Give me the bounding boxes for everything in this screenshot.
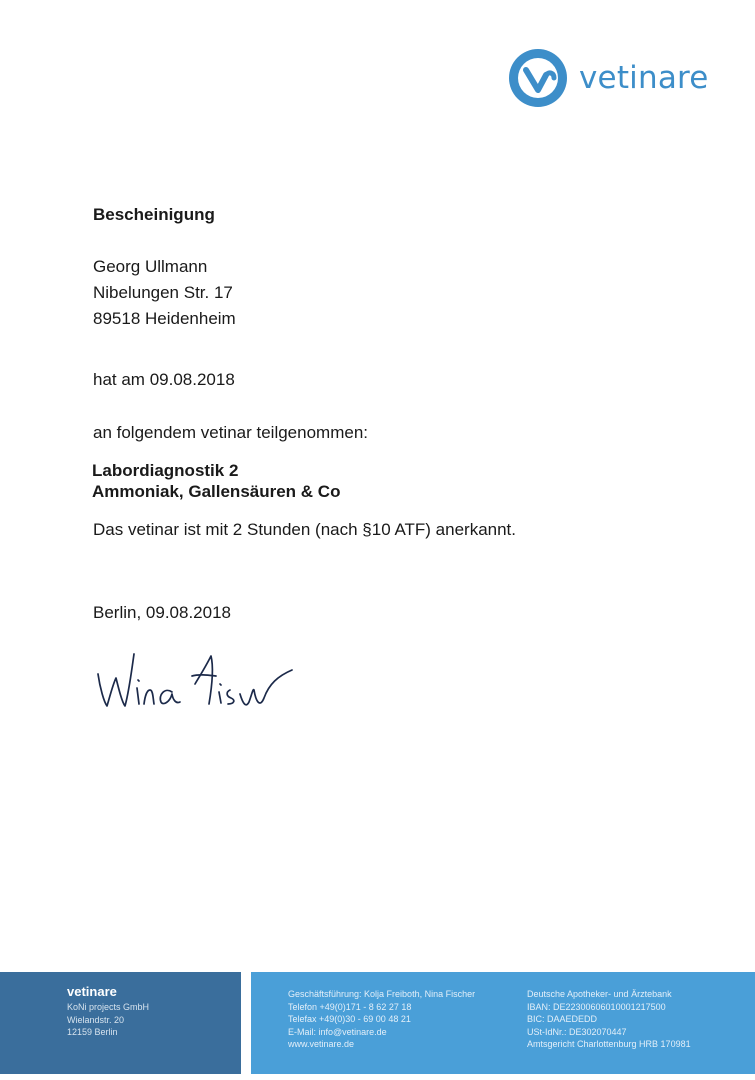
footer-management: Geschäftsführung: Kolja Freiboth, Nina Fischer xyxy=(288,989,476,999)
attended-date-line: hat am 09.08.2018 xyxy=(93,370,235,389)
footer-company-block xyxy=(0,972,241,1074)
recipient-city: 89518 Heidenheim xyxy=(93,309,236,328)
footer-bank-name: Deutsche Apotheker- und Ärztebank xyxy=(527,989,672,999)
footer-bank-column xyxy=(527,988,691,1051)
footer-phone: Telefon +49(0)171 - 8 62 27 18 xyxy=(288,1001,412,1012)
footer-fax: Telefax +49(0)30 - 69 00 48 21 xyxy=(288,1014,411,1024)
signature xyxy=(92,640,302,725)
footer-company-name: KoNi projects GmbH xyxy=(67,1002,150,1012)
footer-bic: BIC: DAAEDEDD xyxy=(527,1014,598,1024)
place-date-line: Berlin, 09.08.2018 xyxy=(93,603,231,622)
footer-company-street: Wielandstr. 20 xyxy=(67,1014,125,1025)
recognition-line: Das vetinar ist mit 2 Stunden (nach §10 ATF) anerkannt. xyxy=(93,520,517,539)
footer-contact-column xyxy=(288,988,475,1051)
intro-line: an folgendem vetinar teilgenommen: xyxy=(93,423,368,442)
footer-company-city: 12159 Berlin xyxy=(67,1027,118,1037)
course-title-line2: Ammoniak, Gallensäuren & Co xyxy=(92,482,341,501)
logo-wordmark: vetinare xyxy=(579,60,709,96)
vetinare-logo xyxy=(507,46,709,110)
course-title xyxy=(92,460,340,502)
footer-vat-id: USt-IdNr.: DE302070447 xyxy=(527,1026,627,1037)
document-title: Bescheinigung xyxy=(93,205,215,224)
footer-brand: vetinare xyxy=(67,984,117,999)
recipient-street: Nibelungen Str. 17 xyxy=(93,283,233,302)
course-title-line1: Labordiagnostik 2 xyxy=(92,461,239,480)
vetinare-logo-icon xyxy=(507,47,569,109)
signature-image xyxy=(92,640,302,720)
recipient-name: Georg Ullmann xyxy=(93,257,208,276)
footer-iban: IBAN: DE22300606010001217500 xyxy=(527,1001,666,1012)
footer-email: E-Mail: info@vetinare.de xyxy=(288,1026,387,1037)
footer-website: www.vetinare.de xyxy=(288,1039,355,1049)
recipient-address xyxy=(93,254,236,332)
footer-contact-block xyxy=(251,972,755,1074)
footer-register: Amtsgericht Charlottenburg HRB 170981 xyxy=(527,1039,691,1049)
